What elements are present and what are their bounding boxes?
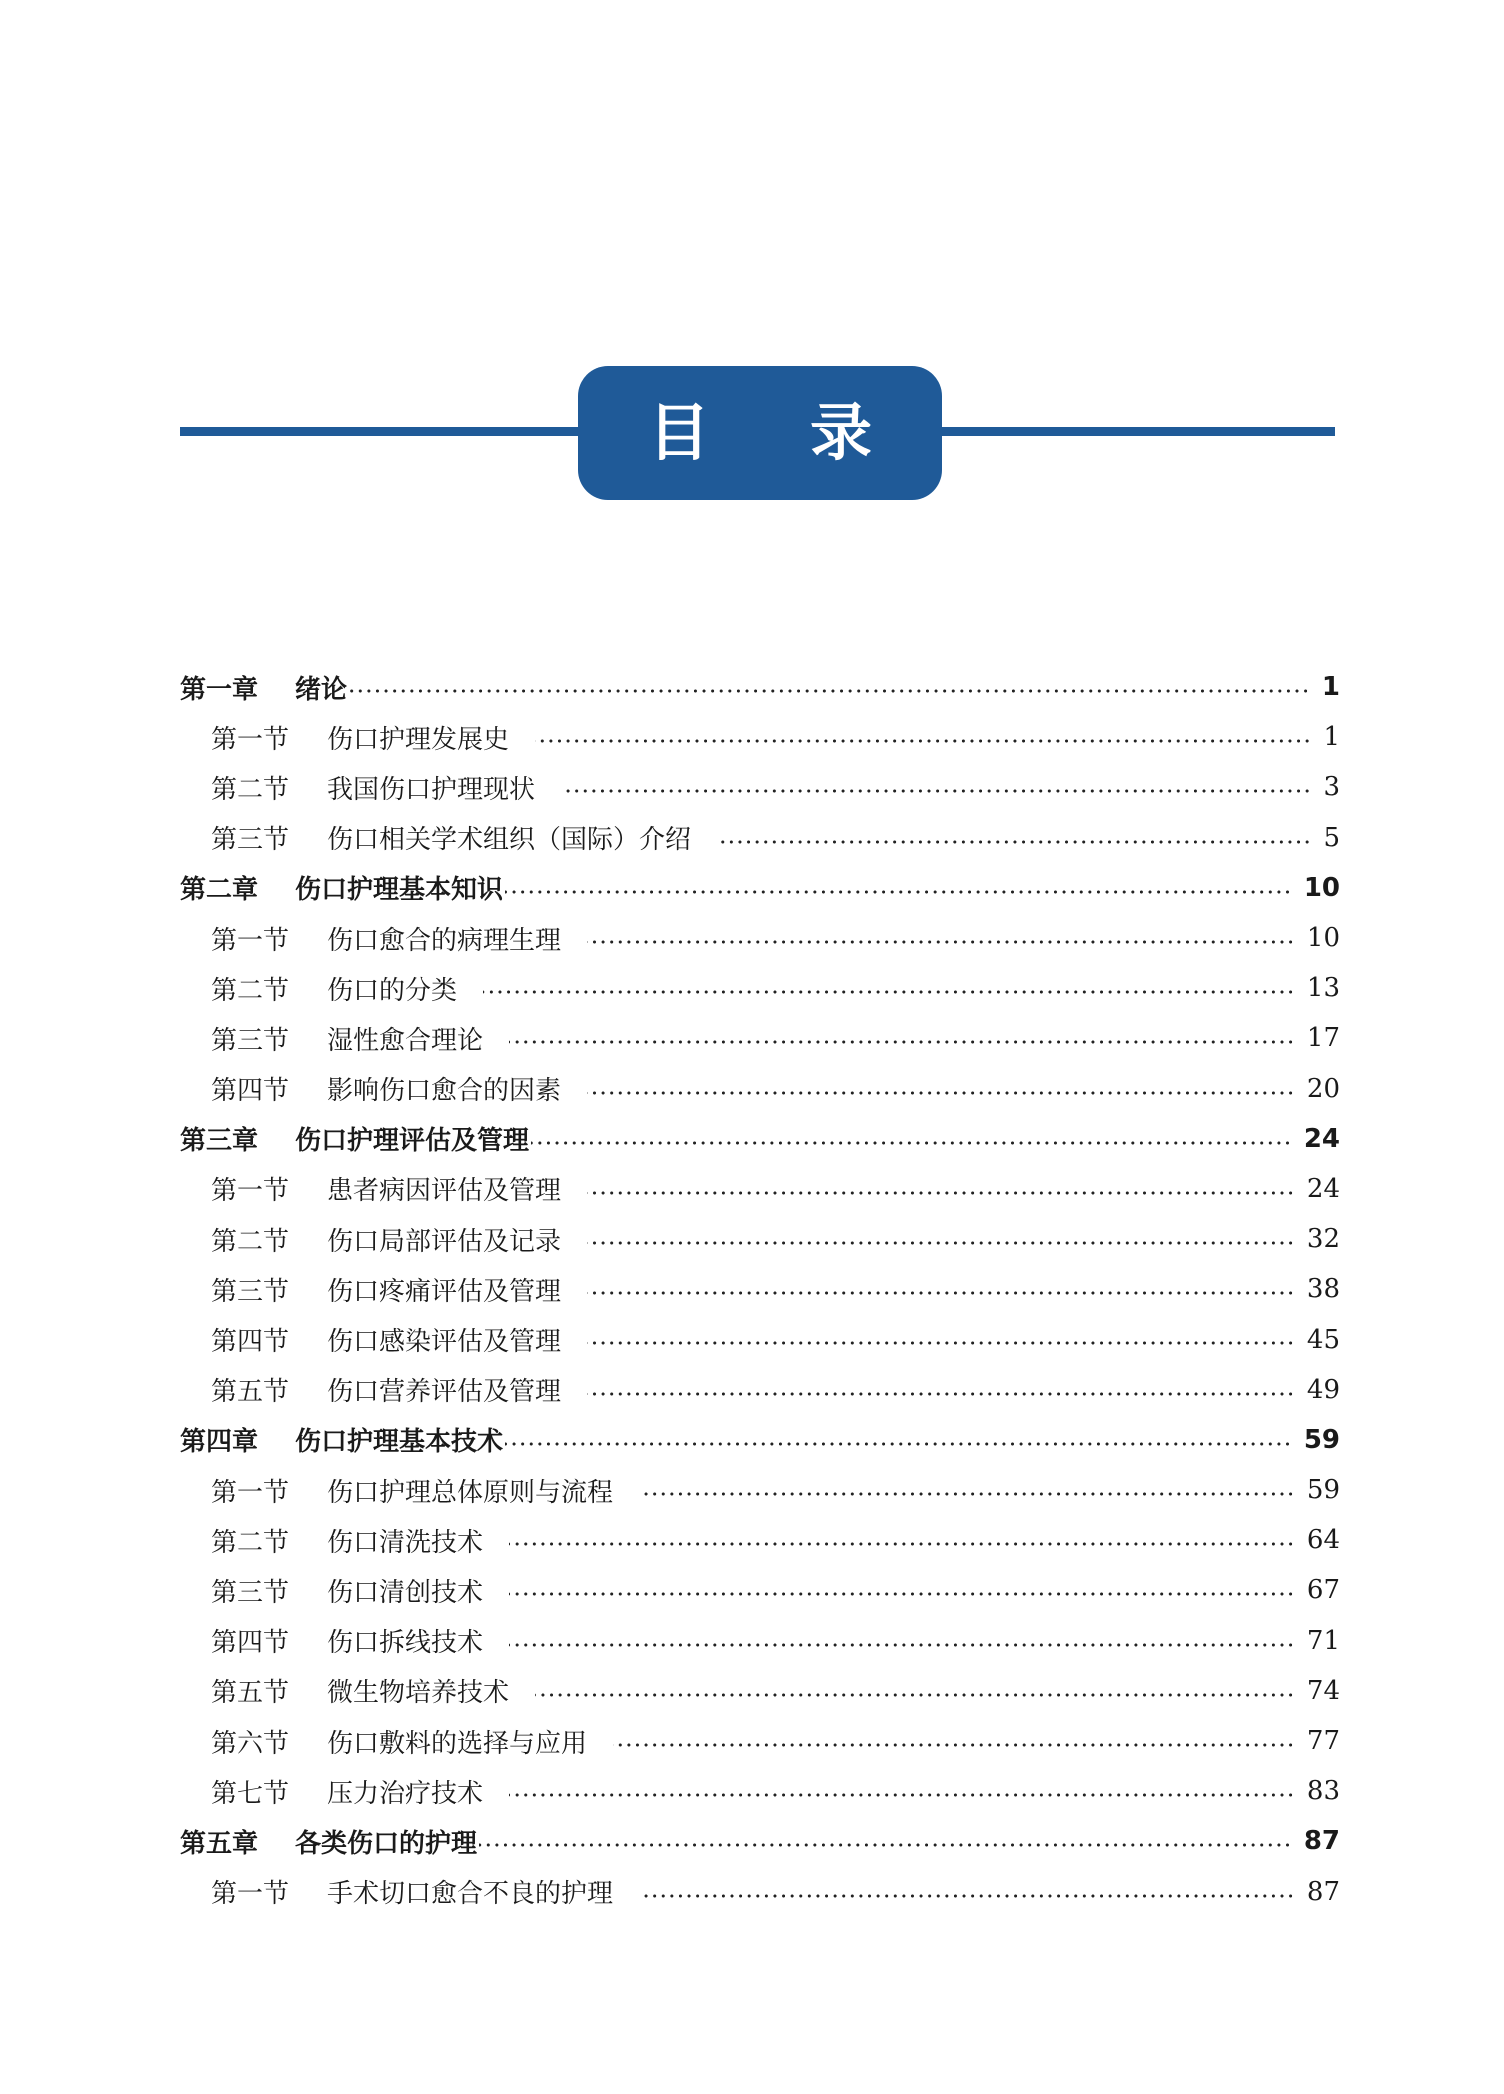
dot-leader: [561, 789, 1311, 793]
chapter-number: 第二章: [180, 875, 259, 906]
page-number: 24: [1306, 1173, 1340, 1204]
dot-leader: [509, 1592, 1295, 1596]
toc-chapter-entry[interactable]: [0, 662, 1504, 712]
toc-section-entry[interactable]: [0, 1766, 1504, 1816]
section-number: 第六节: [211, 1728, 290, 1759]
page-number: 74: [1306, 1675, 1340, 1706]
dot-leader: [483, 990, 1295, 994]
section-title: 伤口疼痛评估及管理: [327, 1276, 562, 1307]
page-number: 3: [1323, 772, 1340, 803]
toc-section-entry[interactable]: [0, 1314, 1504, 1364]
page-number: 13: [1306, 973, 1340, 1004]
toc-section-entry[interactable]: [0, 1013, 1504, 1063]
dot-leader: [587, 1392, 1295, 1396]
section-title: 微生物培养技术: [327, 1678, 510, 1709]
section-number: 第四节: [211, 1327, 290, 1358]
toc-section-entry[interactable]: [0, 1616, 1504, 1666]
page-number: 1: [1321, 672, 1340, 703]
section-title: 伤口护理总体原则与流程: [327, 1477, 614, 1508]
section-title: 患者病因评估及管理: [327, 1176, 562, 1207]
section-number: 第一节: [211, 724, 290, 755]
dot-leader: [587, 940, 1295, 944]
page-number: 71: [1306, 1625, 1340, 1656]
section-title: 伤口相关学术组织（国际）介绍: [327, 825, 692, 856]
dot-leader: [587, 1241, 1295, 1245]
section-title: 伤口局部评估及记录: [327, 1226, 562, 1257]
table-of-contents: [0, 662, 1504, 1917]
section-title: 伤口营养评估及管理: [327, 1377, 562, 1408]
page-number: 87: [1306, 1876, 1340, 1907]
toc-section-entry[interactable]: [0, 963, 1504, 1013]
section-number: 第二节: [211, 1226, 290, 1257]
toc-section-entry[interactable]: [0, 762, 1504, 812]
chapter-number: 第一章: [180, 674, 259, 705]
dot-leader: [509, 1793, 1295, 1797]
dot-leader: [509, 1040, 1295, 1044]
toc-section-entry[interactable]: [0, 1465, 1504, 1515]
header-rule-left: [180, 427, 580, 436]
section-number: 第二节: [211, 975, 290, 1006]
toc-chapter-entry[interactable]: [0, 863, 1504, 913]
toc-chapter-entry[interactable]: [0, 1415, 1504, 1465]
section-number: 第三节: [211, 1577, 290, 1608]
section-number: 第四节: [211, 1076, 290, 1107]
page-number: 32: [1306, 1224, 1340, 1255]
toc-section-entry[interactable]: [0, 1264, 1504, 1314]
toc-section-entry[interactable]: [0, 1565, 1504, 1615]
section-title: 伤口清洗技术: [327, 1527, 484, 1558]
section-title: 伤口的分类: [327, 975, 458, 1006]
section-title: 影响伤口愈合的因素: [327, 1076, 562, 1107]
section-number: 第五节: [211, 1377, 290, 1408]
title-char: 录: [810, 396, 873, 469]
toc-section-entry[interactable]: [0, 1064, 1504, 1114]
section-number: 第一节: [211, 1879, 290, 1910]
toc-section-entry[interactable]: [0, 1164, 1504, 1214]
section-title: 伤口护理发展史: [327, 724, 510, 755]
chapter-number: 第三章: [180, 1126, 259, 1157]
toc-chapter-entry[interactable]: [0, 1816, 1504, 1866]
dot-leader: [535, 739, 1311, 743]
page-number: 45: [1306, 1324, 1340, 1355]
chapter-title: 伤口护理评估及管理: [295, 1126, 530, 1157]
toc-section-entry[interactable]: [0, 712, 1504, 762]
section-number: 第一节: [211, 1176, 290, 1207]
page-number: 24: [1303, 1123, 1340, 1154]
dot-leader: [613, 1743, 1295, 1747]
dot-leader: [505, 1442, 1292, 1446]
section-title: 手术切口愈合不良的护理: [327, 1879, 614, 1910]
page-title: [578, 366, 942, 500]
dot-leader: [349, 689, 1310, 693]
section-title: 伤口感染评估及管理: [327, 1327, 562, 1358]
chapter-title: 各类伤口的护理: [295, 1828, 478, 1859]
page-number: 59: [1306, 1475, 1340, 1506]
chapter-title: 伤口护理基本知识: [295, 875, 504, 906]
section-title: 伤口拆线技术: [327, 1628, 484, 1659]
section-number: 第三节: [211, 825, 290, 856]
section-title: 我国伤口护理现状: [327, 774, 536, 805]
title-char: 目: [647, 396, 710, 469]
toc-section-entry[interactable]: [0, 1716, 1504, 1766]
page-number: 17: [1306, 1023, 1340, 1054]
chapter-number: 第五章: [180, 1828, 259, 1859]
chapter-title: 绪论: [295, 674, 348, 705]
dot-leader: [509, 1542, 1295, 1546]
page-number: 77: [1306, 1726, 1340, 1757]
dot-leader: [509, 1643, 1295, 1647]
toc-section-entry[interactable]: [0, 1515, 1504, 1565]
page-number: 20: [1306, 1073, 1340, 1104]
dot-leader: [587, 1341, 1295, 1345]
chapter-number: 第四章: [180, 1427, 259, 1458]
page-number: 10: [1303, 872, 1340, 903]
dot-leader: [639, 1894, 1295, 1898]
dot-leader: [587, 1291, 1295, 1295]
section-title: 伤口愈合的病理生理: [327, 925, 562, 956]
dot-leader: [535, 1693, 1295, 1697]
toc-section-entry[interactable]: [0, 1365, 1504, 1415]
section-title: 湿性愈合理论: [327, 1025, 484, 1056]
page-number: 1: [1323, 722, 1340, 753]
dot-leader: [587, 1191, 1295, 1195]
header-rule-right: [935, 427, 1335, 436]
toc-section-entry[interactable]: [0, 1867, 1504, 1917]
dot-leader: [505, 890, 1292, 894]
dot-leader: [531, 1141, 1292, 1145]
section-number: 第二节: [211, 1527, 290, 1558]
dot-leader: [587, 1091, 1295, 1095]
page-number: 87: [1303, 1826, 1340, 1857]
section-number: 第二节: [211, 774, 290, 805]
dot-leader: [639, 1492, 1295, 1496]
page-number: 67: [1306, 1575, 1340, 1606]
page-number: 49: [1306, 1374, 1340, 1405]
page-number: 64: [1306, 1525, 1340, 1556]
section-number: 第一节: [211, 925, 290, 956]
section-number: 第四节: [211, 1628, 290, 1659]
toc-chapter-entry[interactable]: [0, 1114, 1504, 1164]
section-number: 第七节: [211, 1778, 290, 1809]
section-number: 第三节: [211, 1276, 290, 1307]
section-number: 第五节: [211, 1678, 290, 1709]
section-title: 伤口敷料的选择与应用: [327, 1728, 588, 1759]
page-number: 83: [1306, 1776, 1340, 1807]
section-number: 第三节: [211, 1025, 290, 1056]
page-number: 10: [1306, 923, 1340, 954]
dot-leader: [717, 840, 1311, 844]
dot-leader: [479, 1843, 1292, 1847]
section-title: 伤口清创技术: [327, 1577, 484, 1608]
section-title: 压力治疗技术: [327, 1778, 484, 1809]
page-number: 5: [1323, 822, 1340, 853]
toc-section-entry[interactable]: [0, 1214, 1504, 1264]
chapter-title: 伤口护理基本技术: [295, 1427, 504, 1458]
page-number: 59: [1303, 1424, 1340, 1455]
section-number: 第一节: [211, 1477, 290, 1508]
page-number: 38: [1306, 1274, 1340, 1305]
toc-section-entry[interactable]: [0, 913, 1504, 963]
toc-section-entry[interactable]: [0, 1666, 1504, 1716]
toc-section-entry[interactable]: [0, 813, 1504, 863]
